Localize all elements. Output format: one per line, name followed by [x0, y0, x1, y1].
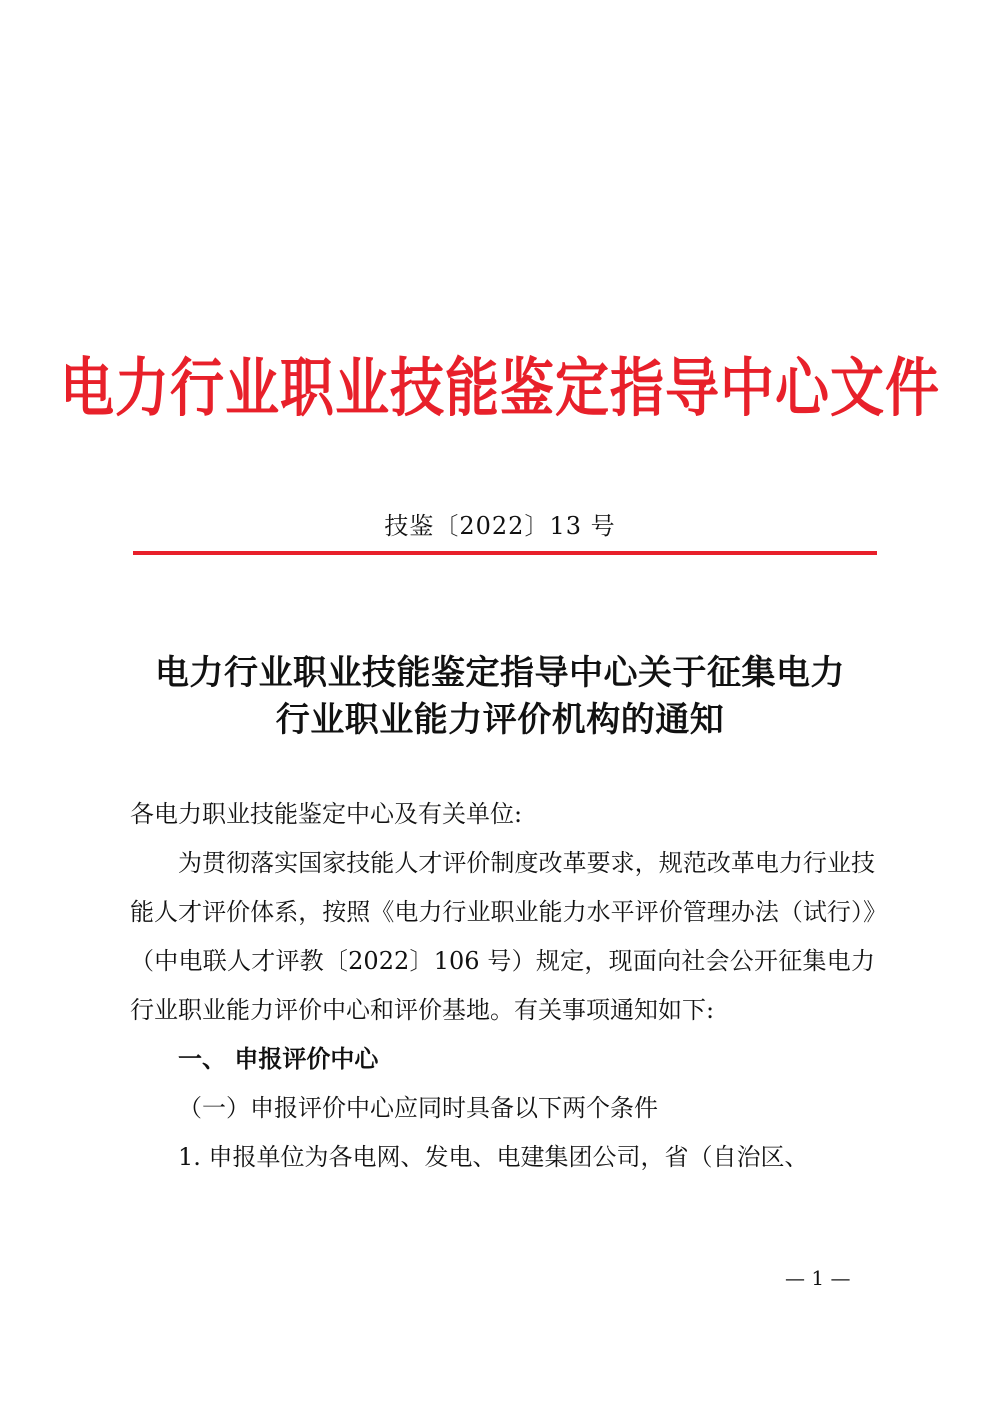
list-item-1: 1. 申报单位为各电网、发电、电建集团公司，省（自治区、 [178, 1143, 809, 1171]
title-line-1: 电力行业职业技能鉴定指导中心关于征集电力 [155, 653, 845, 693]
document-body [130, 790, 875, 1182]
issuer-header-title: 电力行业职业技能鉴定指导中心文件 [60, 350, 940, 426]
document-number: 技鉴〔2022〕13 号 [384, 512, 616, 540]
intro-paragraph: 为贯彻落实国家技能人才评价制度改革要求，规范改革电力行业技能人才评价体系，按照《电力行业职业能力水平评价管理办法（试行）》（中电联人才评教〔2022〕106 号）规定，现面向社会公开征集电力行业职业能力评价中心和评价基地。有关事项通知如下: [130, 849, 875, 1024]
salutation: 各电力职业技能鉴定中心及有关单位: [130, 800, 523, 828]
page-number: — 1 — [785, 1266, 851, 1290]
document-title [130, 650, 870, 744]
subsection-heading-1: （一）申报评价中心应同时具备以下两个条件 [178, 1094, 658, 1122]
red-divider-line [133, 551, 877, 555]
title-line-2: 行业职业能力评价机构的通知 [275, 700, 725, 740]
section-heading-1: 一、 申报评价中心 [178, 1045, 379, 1073]
